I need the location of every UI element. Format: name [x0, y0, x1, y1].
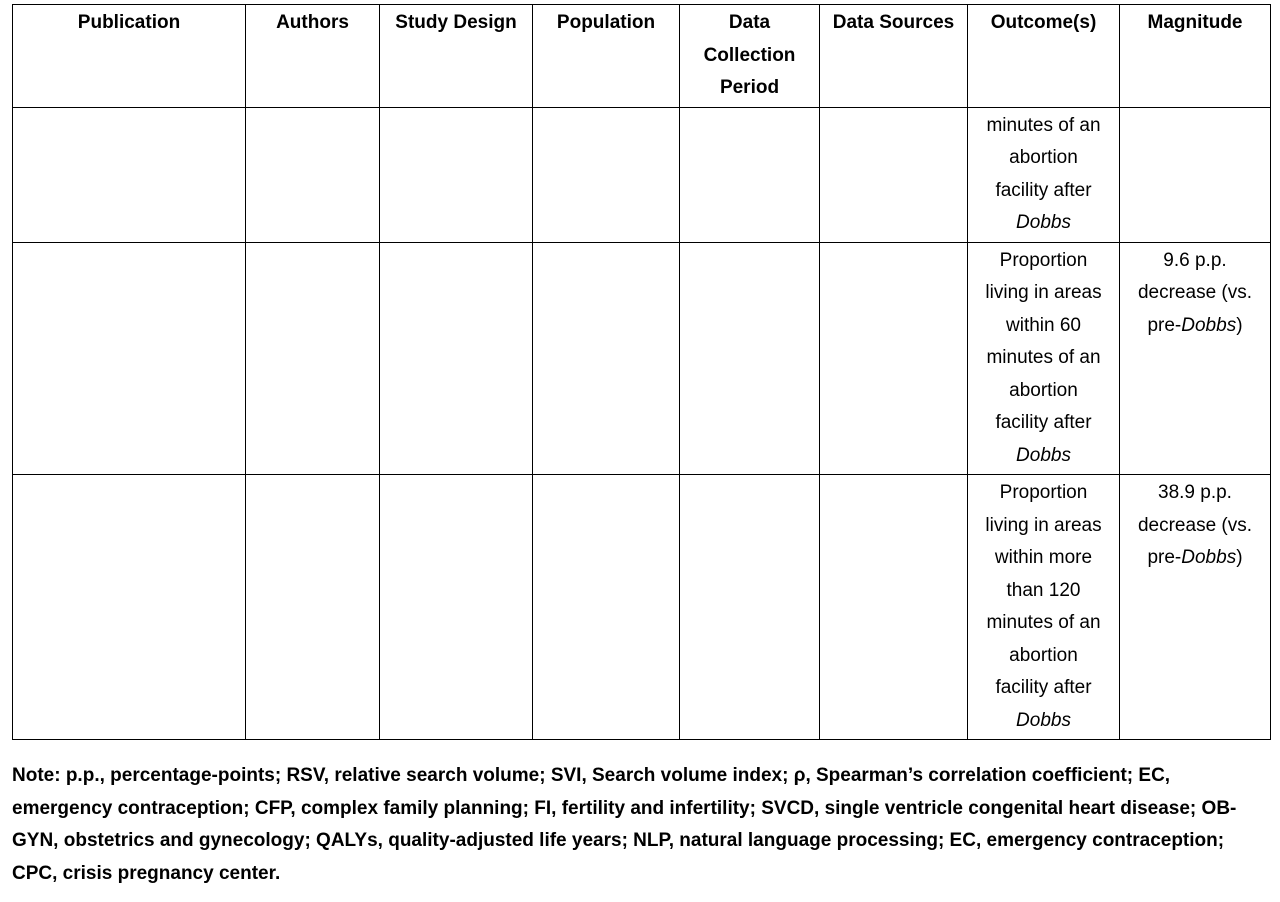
header-population: Population	[533, 5, 680, 108]
publication-cell	[13, 107, 246, 242]
magnitude-cell	[1120, 107, 1271, 242]
study-design-cell	[380, 242, 533, 475]
outcome-line: facility after	[995, 412, 1092, 433]
authors-cell	[246, 107, 380, 242]
header-outcomes: Outcome(s)	[968, 5, 1120, 108]
outcome-line: within 60	[1006, 314, 1081, 336]
header-publication: Publication	[13, 5, 246, 108]
data-sources-cell	[820, 475, 968, 740]
outcome-line: within more	[994, 547, 1093, 568]
population-cell	[533, 475, 680, 740]
outcome-line: Dobbs	[1016, 444, 1071, 466]
outcome-line: living in areas	[985, 514, 1102, 536]
data-sources-cell	[820, 242, 968, 475]
magnitude-line: pre-Dobbs)	[1147, 547, 1243, 568]
outcome-line: Proportion	[999, 249, 1088, 271]
outcome-line: living in areas	[985, 282, 1102, 303]
outcome-cell	[968, 475, 1120, 740]
header-magnitude: Magnitude	[1120, 5, 1271, 108]
magnitude-line: 9.6 p.p.	[1163, 249, 1227, 271]
header-authors: Authors	[246, 5, 380, 108]
outcome-line: abortion	[1009, 147, 1078, 168]
header-study-design: Study Design	[380, 5, 533, 108]
magnitude-cell	[1120, 475, 1271, 740]
outcome-line: facility after	[995, 179, 1092, 201]
magnitude-line: decrease (vs.	[1137, 514, 1253, 536]
table-header-row	[13, 5, 1271, 108]
evidence-table	[12, 4, 1271, 740]
data-sources-cell	[820, 107, 968, 242]
data-collection-period-cell	[680, 242, 820, 475]
outcome-cell	[968, 242, 1120, 475]
data-collection-period-cell	[680, 475, 820, 740]
outcome-line: Dobbs	[1016, 212, 1071, 233]
magnitude-line: decrease (vs.	[1137, 282, 1253, 303]
population-cell	[533, 242, 680, 475]
table-footnote: Note: p.p., percentage-points; RSV, relative search volume; SVI, Search volume index; ρ, Spearman’s correlation coefficient; EC, emergency contraception; CFP, complex family planning; FI, fertility and infertility; SVCD, single ventricle congenital heart disease; OB-GYN, obstetrics and gynecology; QALYs, quality-adjusted life years; NLP, natural language processing; EC, emergency contraception; CPC, crisis pregnancy center.	[12, 765, 1237, 884]
population-cell	[533, 107, 680, 242]
study-design-cell	[380, 107, 533, 242]
outcome-line: Proportion	[999, 482, 1088, 503]
table-row	[13, 107, 1271, 242]
header-data-sources: Data Sources	[820, 5, 968, 108]
outcome-line: Dobbs	[1016, 709, 1071, 731]
magnitude-line: 38.9 p.p.	[1158, 482, 1232, 503]
outcome-line: facility after	[995, 677, 1092, 698]
outcome-line: than 120	[1006, 579, 1081, 601]
outcome-line: minutes of an	[986, 612, 1101, 633]
table-row	[13, 475, 1271, 740]
table-row	[13, 242, 1271, 475]
outcome-line: abortion	[1009, 644, 1078, 666]
publication-cell	[13, 242, 246, 475]
outcome-line: abortion	[1009, 379, 1078, 401]
outcome-line: minutes of an	[986, 347, 1101, 368]
magnitude-cell	[1120, 242, 1271, 475]
outcome-cell	[968, 107, 1120, 242]
header-data-collection-period: Data Collection Period	[680, 5, 820, 108]
data-collection-period-cell	[680, 107, 820, 242]
magnitude-line: pre-Dobbs)	[1147, 314, 1243, 336]
publication-cell	[13, 475, 246, 740]
outcome-line: minutes of an	[986, 114, 1101, 136]
study-design-cell	[380, 475, 533, 740]
authors-cell	[246, 475, 380, 740]
authors-cell	[246, 242, 380, 475]
